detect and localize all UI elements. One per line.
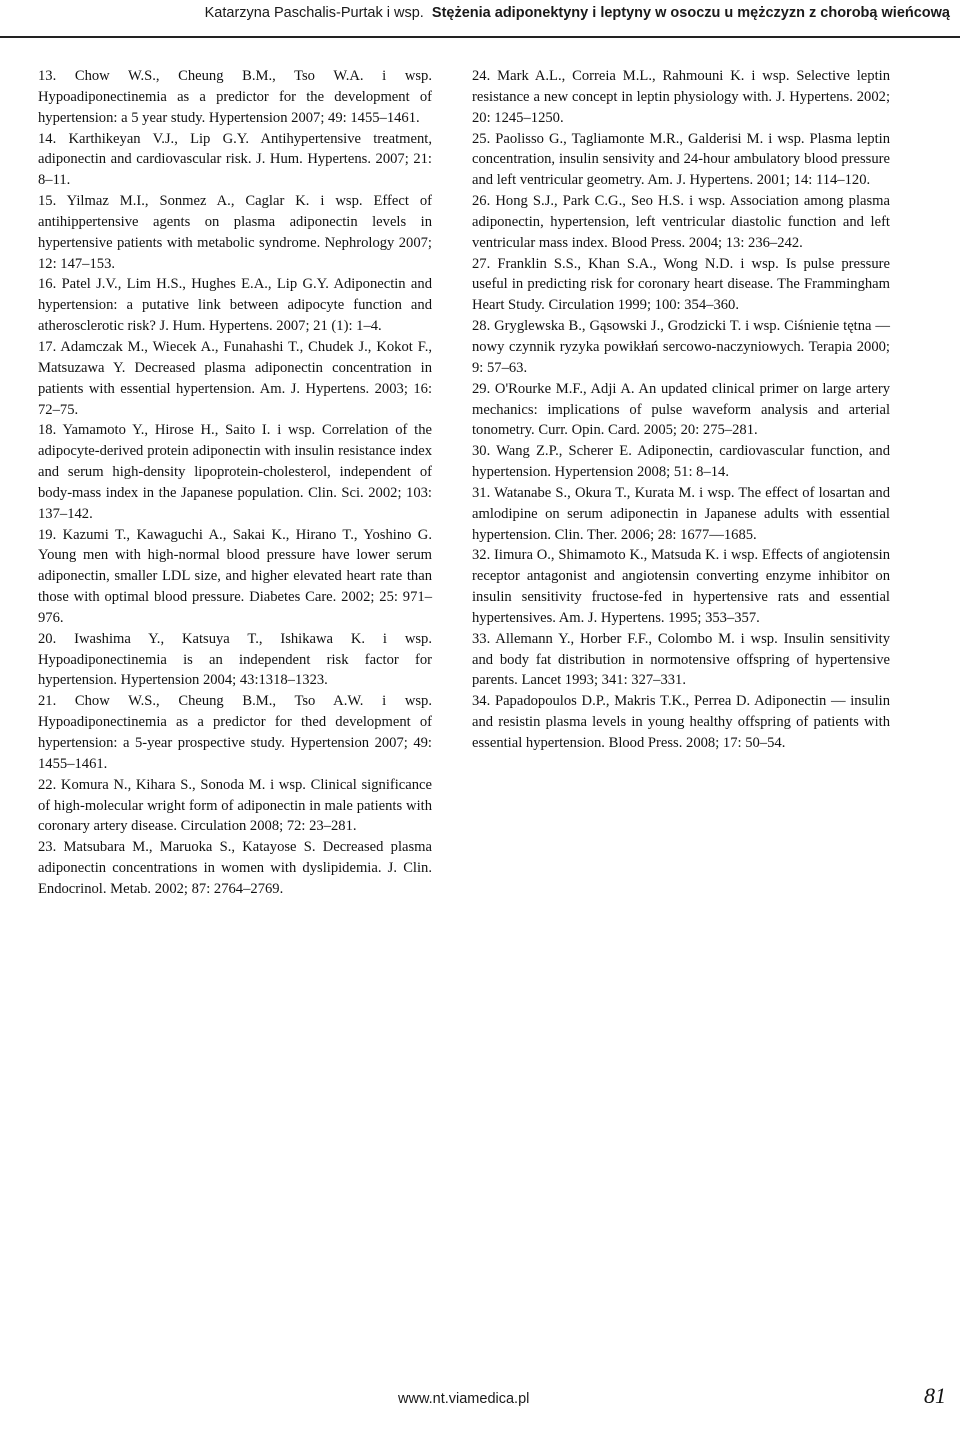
reference-item: 27. Franklin S.S., Khan S.A., Wong N.D. i wsp. Is pulse pressure useful in predicting risk for coronary heart disease. The Frammingham Heart Study. Circulation 1999; 100: 354–360. bbox=[472, 255, 890, 314]
reference-item: 20. Iwashima Y., Katsuya T., Ishikawa K. i wsp. Hypoadiponectinemia is an independent risk factor for hypertension. Hypertension 2004; 43:1318–1323. bbox=[38, 630, 432, 689]
reference-item: 14. Karthikeyan V.J., Lip G.Y. Antihypertensive treatment, adiponectin and cardiovascular risk. J. Hum. Hypertens. 2007; 21: 8–11. bbox=[38, 130, 432, 189]
page-number: 81 bbox=[924, 1383, 946, 1408]
reference-item: 30. Wang Z.P., Scherer E. Adiponectin, cardiovascular function, and hypertension. Hypertension 2008; 51: 8–14. bbox=[472, 443, 890, 481]
reference-item: 17. Adamczak M., Wiecek A., Funahashi T., Chudek J., Kokot F., Matsuzawa Y. Decreased plasma adiponectin concentration in patients with essential hypertension. Am. J. Hypertens. 2003; 16: 72–75. bbox=[38, 338, 432, 418]
reference-item: 23. Matsubara M., Maruoka S., Katayose S. Decreased plasma adiponectin concentrations in women with dyslipidemia. J. Clin. Endocrinol. Metab. 2002; 87: 2764–2769. bbox=[38, 839, 432, 897]
references-left-column bbox=[38, 66, 432, 900]
running-head bbox=[0, 0, 960, 40]
header-rule bbox=[0, 36, 960, 38]
reference-item: 28. Gryglewska B., Gąsowski J., Grodzicki T. i wsp. Ciśnienie tętna — nowy czynnik ryzyka powikłań sercowo-naczyniowych. Terapia 2000; 9: 57–63. bbox=[472, 318, 890, 376]
references-right-column bbox=[472, 66, 890, 754]
reference-item: 25. Paolisso G., Tagliamonte M.R., Galderisi M. i wsp. Plasma leptin concentration, insulin sensivity and 24-hour ambulatory blood pressure and left ventricular geometry. Am. J. Hypertens. 2001; 14: 114–120. bbox=[472, 130, 890, 189]
running-head-author: Katarzyna Paschalis-Purtak i wsp. bbox=[204, 5, 424, 21]
reference-item: 13. Chow W.S., Cheung B.M., Tso W.A. i wsp. Hypoadiponectinemia as a predictor for the development of hypertension: a 5 year study. Hypertension 2007; 49: 1455–1461. bbox=[38, 68, 432, 126]
reference-item: 15. Yilmaz M.I., Sonmez A., Caglar K. i wsp. Effect of antihippertensive agents on plasma adiponectin levels in hypertensive patients with metabolic syndrome. Nephrology 2007; 12: 147–153. bbox=[38, 193, 432, 272]
reference-item: 21. Chow W.S., Cheung B.M., Tso A.W. i wsp. Hypoadiponectinemia as a predictor for thed development of hypertension: a 5-year prospective study. Hypertension 2007; 49: 1455–1461. bbox=[38, 693, 432, 772]
running-head-title: Stężenia adiponektyny i leptyny w osoczu u mężczyzn z chorobą wieńcową bbox=[431, 5, 950, 21]
reference-item: 22. Komura N., Kihara S., Sonoda M. i wsp. Clinical significance of high-molecular wright form of adiponectin in male patients with coronary artery disease. Circulation 2008; 72: 23–281. bbox=[38, 776, 432, 835]
reference-item: 31. Watanabe S., Okura T., Kurata M. i wsp. The effect of losartan and amlodipine on serum adiponectin in Japanese adults with essential hypertension. Clin. Ther. 2006; 28: 1677––1685. bbox=[472, 484, 890, 543]
reference-item: 19. Kazumi T., Kawaguchi A., Sakai K., Hirano T., Yoshino G. Young men with high-normal blood pressure have lower serum adiponectin, smaller LDL size, and higher elevated heart rate than those with optimal blood pressure. Diabetes Care. 2002; 25: 971–976. bbox=[38, 526, 432, 626]
reference-item: 16. Patel J.V., Lim H.S., Hughes E.A., Lip G.Y. Adiponectin and hypertension: a putative link between adipocyte function and atherosclerotic risk? J. Hum. Hypertens. 2007; 21 (1): 1–4. bbox=[38, 276, 432, 335]
reference-item: 29. O'Rourke M.F., Adji A. An updated clinical primer on large artery mechanics: implications of pulse waveform analysis and arterial tonometry. Curr. Opin. Card. 2005; 20: 275–281. bbox=[472, 380, 890, 439]
reference-item: 26. Hong S.J., Park C.G., Seo H.S. i wsp. Association among plasma adiponectin, hypertension, left ventricular diastolic function and left ventricular mass index. Blood Press. 2004; 13: 236–242. bbox=[472, 193, 890, 251]
reference-item: 24. Mark A.L., Correia M.L., Rahmouni K. i wsp. Selective leptin resistance a new concept in leptin physiology with. J. Hypertens. 2002; 20: 1245–1250. bbox=[472, 68, 890, 126]
reference-item: 34. Papadopoulos D.P., Makris T.K., Perrea D. Adiponectin — insulin and resistin plasma levels in young healthy offspring of patients with essential hypertension. Blood Press. 2008; 17: 50–54. bbox=[472, 693, 890, 751]
reference-item: 32. Iimura O., Shimamoto K., Matsuda K. i wsp. Effects of angiotensin receptor antagonist and angiotensin converting enzyme inhibitor on insulin sensitivity fructose-fed in hypertensive rats and essential hypertensives. Am. J. Hypertens. 1995; 353–357. bbox=[472, 547, 890, 626]
footer-url: www.nt.viamedica.pl bbox=[398, 1391, 530, 1407]
reference-item: 18. Yamamoto Y., Hirose H., Saito I. i wsp. Correlation of the adipocyte-derived protein adiponectin with insulin resistance index and serum high-density lipoprotein-cholesterol, independent of body-mass index in the Japanese population. Clin. Sci. 2002; 103: 137–142. bbox=[38, 422, 432, 522]
reference-item: 33. Allemann Y., Horber F.F., Colombo M. i wsp. Insulin sensitivity and body fat distribution in normotensive offspring of hypertensive parents. Lancet 1993; 341: 327–331. bbox=[472, 630, 890, 689]
